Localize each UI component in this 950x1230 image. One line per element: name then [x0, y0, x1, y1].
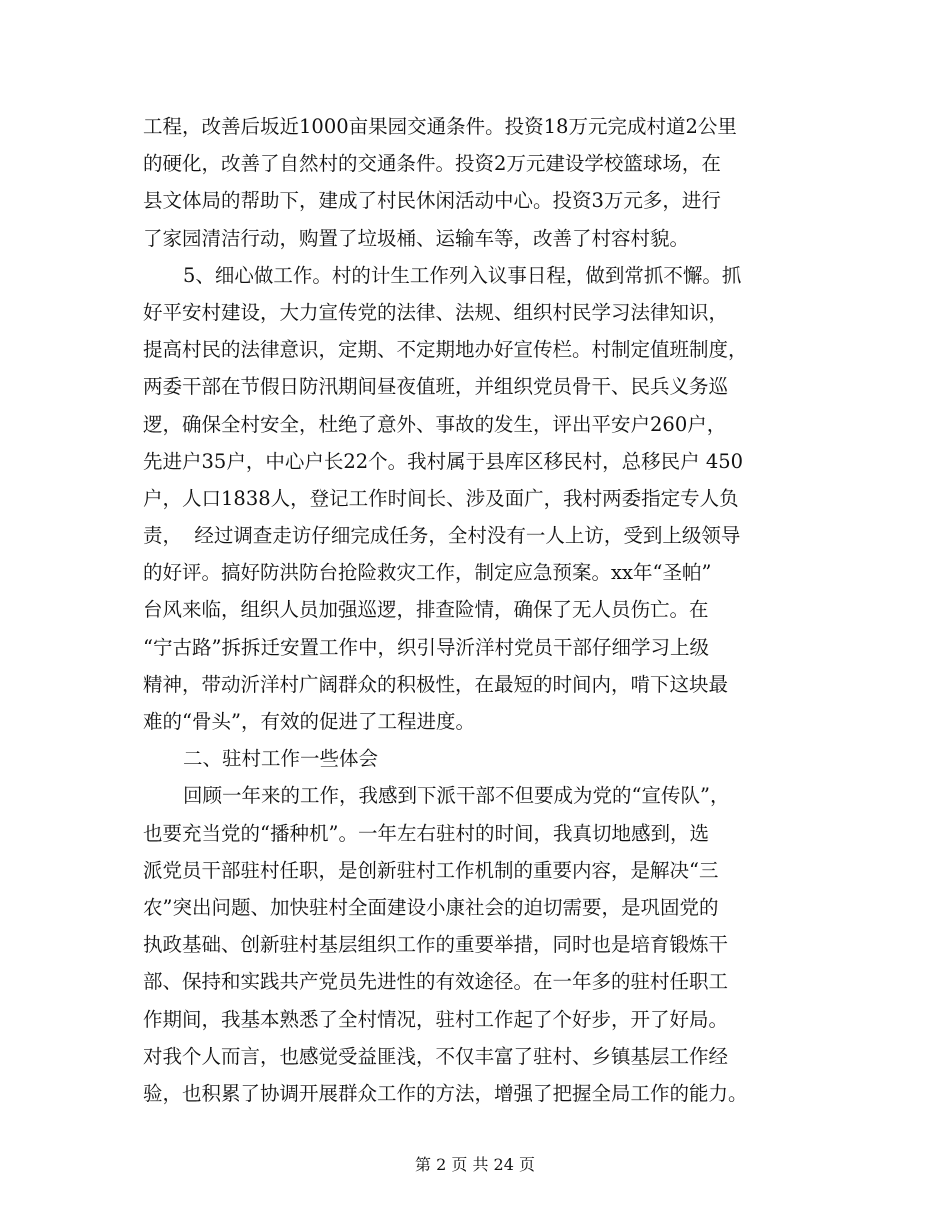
text-line: 农”突出问题、加快驻村全面建设小康社会的迫切需要，是巩固党的	[143, 895, 719, 919]
text-line: 两委干部在节假日防汛期间昼夜值班，并组织党员骨干、民兵义务巡	[143, 375, 729, 399]
text-line: 部、保持和实践共产党员先进性的有效途径。在一年多的驻村任职工	[143, 970, 729, 994]
text-line: 执政基础、创新驻村基层组织工作的重要举措，同时也是培育锻炼干	[143, 933, 729, 957]
text-line: 台风来临，组织人员加强巡逻，排查险情，确保了无人员伤亡。在	[143, 598, 709, 622]
page-footer	[0, 1154, 950, 1176]
text-line: 对我个人而言，也感觉受益匪浅，不仅丰富了驻村、乡镇基层工作经	[143, 1044, 729, 1068]
text-line: 作期间，我基本熟悉了全村情况，驻村工作起了个好步，开了好局。	[143, 1007, 729, 1031]
text-line: 的好评。搞好防洪防台抢险救灾工作，制定应急预案。xx年“圣帕”	[143, 561, 712, 585]
text-line: 工程，改善后坂近1000亩果园交通条件。投资18万元完成村道2公里	[143, 115, 737, 138]
text-line: 先进户35户，中心户长22个。我村属于县库区移民村，总移民户 450	[143, 449, 744, 473]
text-line: 难的“骨头”，有效的促进了工程进度。	[143, 710, 475, 733]
paragraph-start-line: 回顾一年来的工作，我感到下派干部不但要成为党的“宣传队”，	[183, 784, 730, 808]
text-line: 提高村民的法律意识，定期、不定期地办好宣传栏。村制定值班制度，	[143, 338, 748, 362]
text-line: 县文体局的帮助下，建成了村民休闲活动中心。投资3万元多，进行	[143, 189, 721, 213]
text-line: 也要充当党的“播种机”。一年左右驻村的时间，我真切地感到，选	[143, 821, 709, 845]
section-heading: 二、驻村工作一些体会	[183, 747, 379, 771]
text-line: 的硬化，改善了自然村的交通条件。投资2万元建设学校篮球场，在	[143, 152, 721, 176]
text-line: 好平安村建设，大力宣传党的法律、法规、组织村民学习法律知识，	[143, 300, 729, 324]
text-line: 户，人口1838人，登记工作时间长、涉及面广，我村两委指定专人负	[143, 486, 739, 510]
text-line: 派党员干部驻村任职，是创新驻村工作机制的重要内容，是解决“三	[143, 858, 719, 882]
document-body	[143, 108, 813, 1112]
text-line: 责， 经过调查走访仔细完成任务，全村没有一人上访，受到上级领导	[143, 524, 741, 548]
paragraph-start-line: 5、细心做工作。村的计生工作列入议事日程，做到常抓不懈。抓	[183, 263, 742, 287]
page-number: 第 2 页 共 24 页	[415, 1155, 535, 1174]
text-line: 精神，带动沂洋村广阔群众的积极性，在最短的时间内，啃下这块最	[143, 672, 729, 696]
text-line: “宁古路”拆拆迁安置工作中，织引导沂洋村党员干部仔细学习上级	[143, 635, 709, 659]
text-line: 逻，确保全村安全，杜绝了意外、事故的发生，评出平安户260户，	[143, 412, 727, 436]
text-line: 验，也积累了协调开展群众工作的方法，增强了把握全局工作的能力。	[143, 1081, 748, 1105]
text-line: 了家园清洁行动，购置了垃圾桶、运输车等，改善了村容村貌。	[143, 226, 690, 250]
